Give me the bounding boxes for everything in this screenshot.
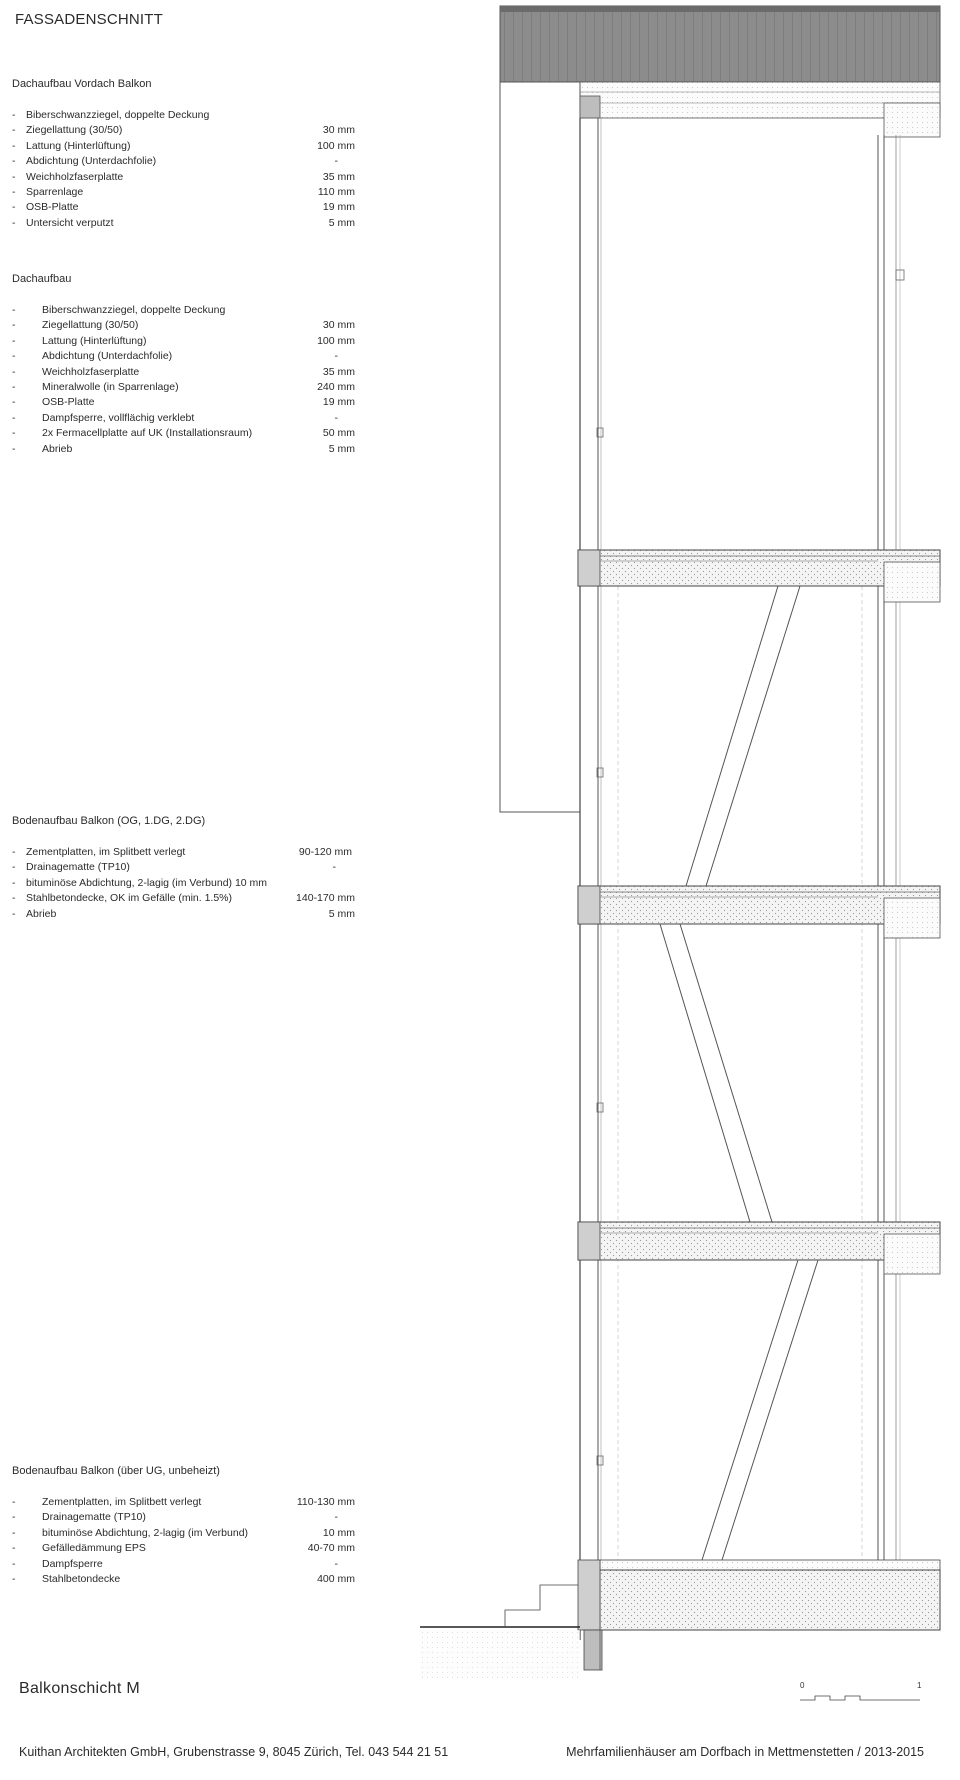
- layer-thickness: 19 mm: [322, 201, 355, 214]
- scale-bar: [800, 1696, 920, 1700]
- layer-material: Untersicht verputzt: [26, 216, 114, 229]
- bullet: -: [12, 380, 16, 393]
- brace-2a: [660, 924, 750, 1222]
- layer-thickness: 35 mm: [322, 365, 355, 378]
- bullet: -: [12, 319, 16, 332]
- drawing-subtitle: Balkonschicht M: [19, 1680, 140, 1697]
- layer-material: Abdichtung (Unterdachfolie): [26, 155, 157, 168]
- layer-thickness: 400 mm: [317, 1572, 355, 1585]
- section-title: Dachaufbau: [12, 273, 72, 285]
- bullet: -: [12, 124, 16, 137]
- bullet: -: [12, 1542, 16, 1555]
- layer-thickness: -: [334, 350, 338, 363]
- layer-material: OSB-Platte: [26, 201, 79, 214]
- section-title: Dachaufbau Vordach Balkon: [12, 78, 152, 90]
- canopy-panel: [500, 82, 580, 812]
- bullet: -: [12, 1526, 16, 1539]
- layer-material: Dampfsperre: [42, 1557, 103, 1570]
- layer-material: Weichholzfaserplatte: [42, 365, 140, 378]
- bullet: -: [12, 334, 16, 347]
- layer-thickness: 240 mm: [317, 380, 355, 393]
- bullet: -: [12, 109, 16, 121]
- bullet: -: [12, 396, 16, 409]
- layer-thickness: 10 mm: [322, 1526, 355, 1539]
- brace-2b: [680, 924, 772, 1222]
- layer-material: Gefälledämmung EPS: [42, 1542, 146, 1555]
- bullet: -: [12, 892, 16, 905]
- bullet: -: [12, 350, 16, 363]
- layer-material: Lattung (Hinterlüftung): [26, 139, 131, 152]
- bullet: -: [12, 185, 16, 198]
- layer-thickness: 50 mm: [322, 427, 355, 440]
- layer-material: Abrieb: [42, 442, 73, 455]
- layer-thickness: 30 mm: [322, 319, 355, 332]
- layer-material: Zementplatten, im Splitbett verlegt: [42, 1496, 202, 1508]
- roof-top-line: [500, 6, 940, 12]
- layer-thickness: 100 mm: [317, 334, 355, 347]
- scale-bar-end-label: 1: [917, 1681, 922, 1690]
- brace-1b: [706, 586, 800, 886]
- bullet: -: [12, 304, 16, 316]
- layer-thickness: -: [334, 155, 338, 168]
- layer-thickness: 140-170 mm: [296, 892, 355, 905]
- bullet: -: [12, 411, 16, 424]
- bullet: -: [12, 442, 16, 455]
- project-name: Mehrfamilienhäuser am Dorfbach in Mettmenstetten / 2013-2015: [566, 1745, 924, 1759]
- bullet: -: [12, 1496, 16, 1508]
- architect-credit: Kuithan Architekten GmbH, Grubenstrasse 9, 8045 Zürich, Tel. 043 544 21 51: [19, 1745, 449, 1759]
- layer-thickness: 5 mm: [328, 442, 355, 455]
- bullet: -: [12, 907, 16, 920]
- layer-material: 2x Fermacellplatte auf UK (Installationsraum): [42, 427, 253, 440]
- layer-material: Drainagematte (TP10): [42, 1511, 146, 1524]
- bullet: -: [12, 876, 16, 889]
- layer-material: Dampfsperre, vollflächig verklebt: [42, 411, 195, 424]
- layer-thickness: -: [334, 1511, 338, 1524]
- bullet: -: [12, 365, 16, 378]
- layer-material: Stahlbetondecke, OK im Gefälle (min. 1.5%): [26, 892, 233, 905]
- brace-3a: [702, 1260, 798, 1560]
- layer-thickness: 40-70 mm: [307, 1542, 355, 1555]
- bullet: -: [12, 1511, 16, 1524]
- bullet: -: [12, 861, 16, 874]
- bullet: -: [12, 846, 16, 858]
- scale-bar-start-label: 0: [800, 1681, 805, 1690]
- bullet: -: [12, 170, 16, 183]
- layer-thickness: 110 mm: [317, 185, 355, 198]
- layer-material: Mineralwolle (in Sparrenlage): [42, 380, 179, 393]
- roof-tiles: [500, 6, 940, 82]
- layer-thickness: -: [332, 861, 336, 874]
- ground-slab-cover: [600, 1560, 940, 1570]
- layer-material: Stahlbetondecke: [42, 1572, 121, 1585]
- layer-material: Ziegellattung (30/50): [42, 319, 139, 332]
- steps: [505, 1585, 578, 1627]
- section-title: Bodenaufbau Balkon (OG, 1.DG, 2.DG): [12, 815, 206, 827]
- layer-material: Biberschwanzziegel, doppelte Deckung: [26, 109, 210, 121]
- section-title: Bodenaufbau Balkon (über UG, unbeheizt): [12, 1465, 220, 1477]
- layer-thickness: 35 mm: [322, 170, 355, 183]
- layer-material: Ziegellattung (30/50): [26, 124, 123, 137]
- layer-material: Biberschwanzziegel, doppelte Deckung: [42, 304, 226, 316]
- brace-1a: [686, 586, 778, 886]
- bullet: -: [12, 139, 16, 152]
- layer-material: Sparrenlage: [26, 185, 84, 198]
- layer-thickness: 5 mm: [328, 216, 355, 229]
- bullet: -: [12, 1557, 16, 1570]
- layer-material: Abdichtung (Unterdachfolie): [42, 350, 173, 363]
- bullet: -: [12, 427, 16, 440]
- layer-thickness: 30 mm: [322, 124, 355, 137]
- layer-material: bituminöse Abdichtung, 2-lagig (im Verbund): [42, 1526, 249, 1539]
- layer-material: Zementplatten, im Splitbett verlegt: [26, 846, 186, 858]
- layer-material: Lattung (Hinterlüftung): [42, 334, 147, 347]
- drawing-title: FASSADENSCHNITT: [15, 11, 164, 28]
- layer-thickness: 19 mm: [322, 396, 355, 409]
- layer-material: Abrieb: [26, 907, 57, 920]
- layer-material: bituminöse Abdichtung, 2-lagig (im Verbund) 10 mm: [26, 876, 268, 889]
- layer-thickness: -: [334, 1557, 338, 1570]
- layer-thickness: 5 mm: [328, 907, 355, 920]
- layer-thickness: 110-130 mm: [296, 1496, 355, 1508]
- bullet: -: [12, 155, 16, 168]
- bullet: -: [12, 201, 16, 214]
- layer-thickness: 90-120 mm: [298, 846, 352, 858]
- layer-thickness: -: [334, 411, 338, 424]
- layer-material: OSB-Platte: [42, 396, 95, 409]
- bullet: -: [12, 216, 16, 229]
- ground-slab: [600, 1570, 940, 1630]
- layer-material: Drainagematte (TP10): [26, 861, 130, 874]
- layer-material: Weichholzfaserplatte: [26, 170, 124, 183]
- brace-3b: [722, 1260, 818, 1560]
- layer-thickness: 100 mm: [317, 139, 355, 152]
- bullet: -: [12, 1572, 16, 1585]
